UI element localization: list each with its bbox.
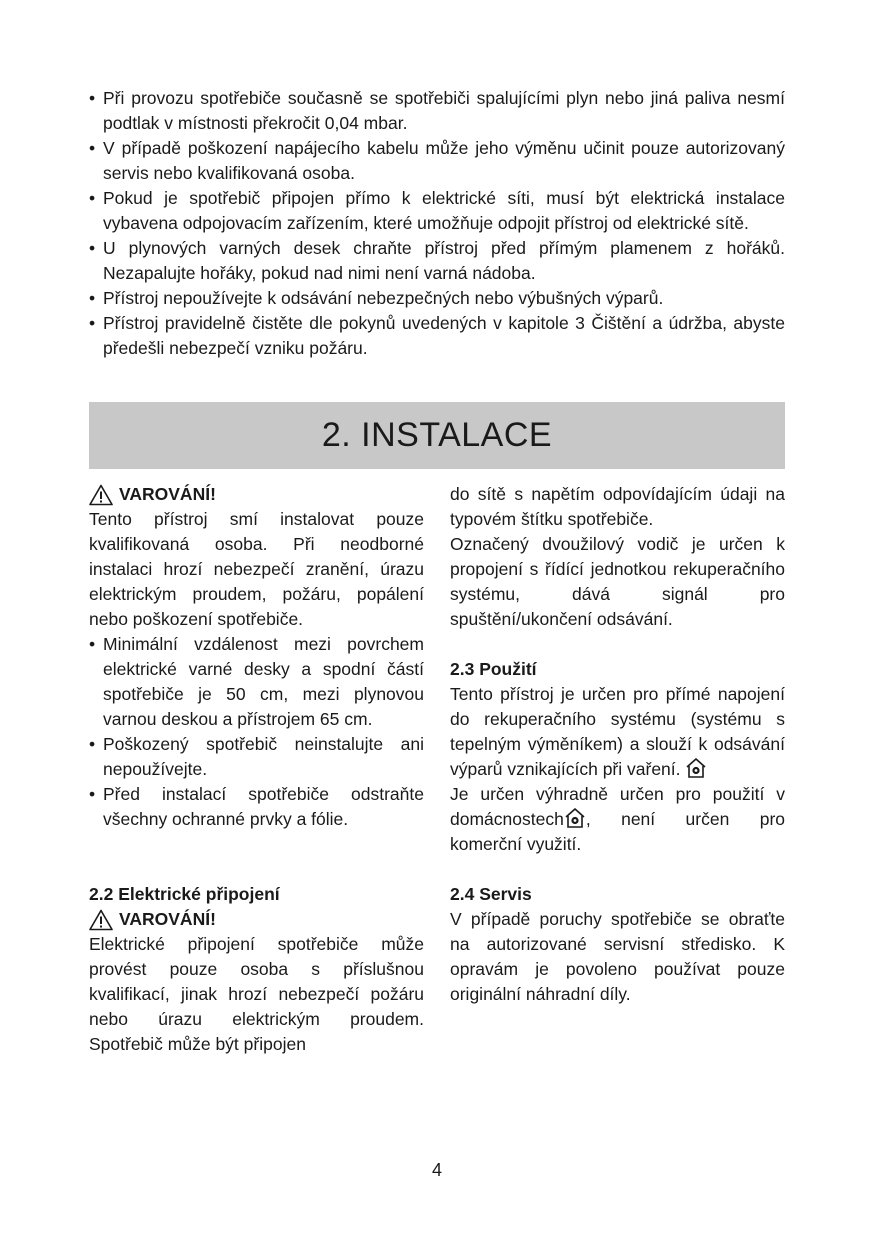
household-use-icon xyxy=(564,807,586,829)
warning-triangle-icon xyxy=(89,909,113,931)
warning-heading xyxy=(89,482,424,507)
household-use-icon xyxy=(685,757,707,779)
list-item: • V případě poškození napájecího kabelu může jeho výměnu učinit pouze autorizovaný servis nebo kvalifikovaná osoba. xyxy=(89,136,785,186)
section-title: 2. INSTALACE xyxy=(321,416,553,454)
warning-heading xyxy=(89,907,424,932)
list-item: • Při provozu spotřebiče současně se spotřebiči spalujícími plyn nebo jiná paliva nesmí podtlak v místnosti překročit 0,04 mbar. xyxy=(89,86,785,136)
service-text: V případě poruchy spotřebiče se obraťte na autorizované servisní středisko. K opravám je povoleno používat pouze originální náhradní díly. xyxy=(450,909,785,1004)
right-column xyxy=(450,482,785,1007)
use-text xyxy=(450,682,785,782)
use-text-household xyxy=(450,782,785,857)
list-item: • Před instalací spotřebiče odstraňte všechny ochranné prvky a fólie. xyxy=(89,782,424,832)
list-item: • U plynových varných desek chraňte přístroj před přímým plamenem z hořáků. Nezapalujte hořáky, pokud nad nimi není varná nádoba. xyxy=(89,236,785,286)
warning-triangle-icon xyxy=(89,484,113,506)
warning-label: VAROVÁNÍ! xyxy=(119,484,216,504)
list-item: • Minimální vzdálenost mezi povrchem elektrické varné desky a spodní částí spotřebiče je 50 cm, mezi plynovou varnou deskou a přístrojem 65 cm. xyxy=(89,632,424,732)
warning-text: Tento přístroj smí instalovat pouze kvalifikovaná osoba. Při neodborné instalaci hrozí nebezpečí zranění, úrazu elektrickým proudem, požáru, popálení nebo poškození spotřebiče. xyxy=(89,509,424,629)
use-text-part: Je určen výhradně určen pro použití v domácnostech xyxy=(450,784,785,829)
page-number: 4 xyxy=(431,1160,442,1180)
list-item: • Pokud je spotřebič připojen přímo k elektrické síti, musí být elektrická instalace vybavena odpojovacím zařízením, které umožňuje odpojit přístroj od elektrické sítě. xyxy=(89,186,785,236)
service-heading: 2.4 Servis xyxy=(450,884,532,904)
list-item: • Přístroj pravidelně čistěte dle pokynů uvedených v kapitole 3 Čištění a údržba, abyste předešli nebezpečí vzniku požáru. xyxy=(89,311,785,361)
left-column xyxy=(89,482,424,1057)
use-text-part: Tento přístroj je určen pro přímé napojení do rekuperačního systému (systému s tepelným výměníkem) a slouží k odsávání výparů vznikajících při vaření. xyxy=(450,684,785,779)
installation-bullet-list xyxy=(89,632,424,832)
use-heading: 2.3 Použití xyxy=(450,659,537,679)
section-header xyxy=(89,402,785,469)
electrical-wire-text: Označený dvoužilový vodič je určen k propojení s řídící jednotkou rekuperačního systému, dává signál pro spuštění/ukončení odsávání. xyxy=(450,534,785,629)
list-item: • Poškozený spotřebič neinstalujte ani nepoužívejte. xyxy=(89,732,424,782)
spacer xyxy=(450,632,785,657)
warning-label: VAROVÁNÍ! xyxy=(119,909,216,929)
electrical-text: Elektrické připojení spotřebiče může provést pouze osoba s příslušnou kvalifikací, jinak hrozí nebezpečí požáru nebo úrazu elektrickým proudem. Spotřebič může být připojen xyxy=(89,934,424,1054)
safety-bullet-list xyxy=(89,86,785,361)
use-text-part: , není určen pro komerční využití. xyxy=(450,809,785,854)
electrical-text-continued: do sítě s napětím odpovídajícím údaji na typovém štítku spotřebiče. xyxy=(450,484,785,529)
spacer xyxy=(89,832,424,882)
list-item: • Přístroj nepoužívejte k odsávání nebezpečných nebo výbušných výparů. xyxy=(89,286,785,311)
electrical-heading: 2.2 Elektrické připojení xyxy=(89,884,280,904)
spacer xyxy=(450,857,785,882)
